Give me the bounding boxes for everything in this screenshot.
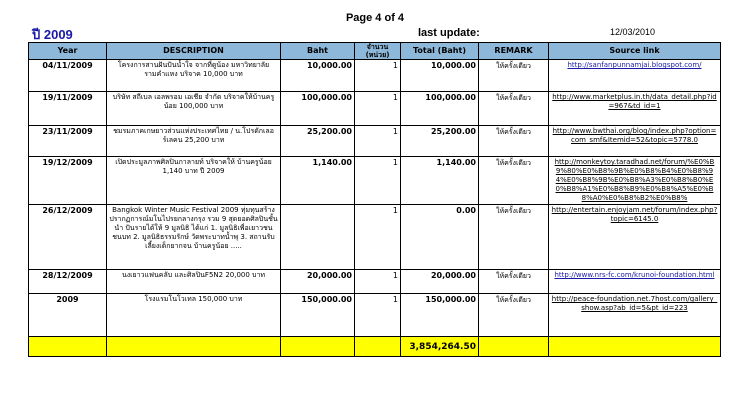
source-link[interactable]: http://sanfanpunnamjai.blogspot.com/ — [549, 60, 721, 92]
year-title: ปี 2009 — [32, 27, 73, 42]
cell-quantity: 1 — [355, 157, 401, 205]
total-cell-empty — [355, 337, 401, 357]
cell-baht: 150,000.00 — [281, 294, 355, 337]
table-header-row — [29, 43, 721, 60]
cell-remark: ให้ครั้งเดียว — [479, 270, 549, 294]
cell-year: 23/11/2009 — [29, 126, 107, 157]
grand-total-row — [29, 337, 721, 357]
col-header-baht: Baht — [281, 43, 355, 60]
cell-description: เปิดประมูลภาพศิลปินกาลายท์ บริจาคให้ บ้านครูน้อย 1,140 บาท ปี 2009 — [107, 157, 281, 205]
cell-baht: 1,140.00 — [281, 157, 355, 205]
table-row — [29, 294, 721, 337]
cell-description: โรงแรมโนโวเทล 150,000 บาท — [107, 294, 281, 337]
cell-baht: 100,000.00 — [281, 92, 355, 126]
cell-remark: ให้ครั้งเดียว — [479, 205, 549, 270]
source-link[interactable]: http://www.bwthai.org/blog/index.php?option=com_smf&Itemid=52&topic=5778.0 — [549, 126, 721, 157]
cell-year: 28/12/2009 — [29, 270, 107, 294]
cell-total: 1,140.00 — [401, 157, 479, 205]
table-row — [29, 270, 721, 294]
table-row — [29, 60, 721, 92]
col-header-year: Year — [29, 43, 107, 60]
table-row — [29, 92, 721, 126]
cell-description: โครงการสานฝันปันน้ำใจ จากที่ดูน้อง มหาวิทยาลัยรามคำแหง บริจาค 10,000 บาท — [107, 60, 281, 92]
cell-quantity: 1 — [355, 294, 401, 337]
cell-baht: 25,200.00 — [281, 126, 355, 157]
total-cell-empty — [281, 337, 355, 357]
table-row — [29, 205, 721, 270]
cell-total: 0.00 — [401, 205, 479, 270]
cell-quantity: 1 — [355, 205, 401, 270]
col-header-quantity: จำนวน (หน่วย) — [355, 43, 401, 60]
cell-remark: ให้ครั้งเดียว — [479, 157, 549, 205]
cell-year: 04/11/2009 — [29, 60, 107, 92]
cell-total: 100,000.00 — [401, 92, 479, 126]
last-update-label: last update: — [418, 27, 480, 39]
last-update-date: 12/03/2010 — [610, 27, 656, 37]
cell-quantity: 1 — [355, 60, 401, 92]
cell-total: 20,000.00 — [401, 270, 479, 294]
page-number: Page 4 of 4 — [345, 12, 405, 24]
cell-remark: ให้ครั้งเดียว — [479, 60, 549, 92]
source-link[interactable]: http://www.marketplus.in.th/data_detail.php?id=967&td_id=1 — [549, 92, 721, 126]
cell-year: 19/12/2009 — [29, 157, 107, 205]
source-link[interactable]: http://peace-foundation.net.7host.com/gallery_show.asp?ab_id=5&pt_id=223 — [549, 294, 721, 337]
cell-quantity: 1 — [355, 126, 401, 157]
col-header-total: Total (Baht) — [401, 43, 479, 60]
cell-quantity: 1 — [355, 270, 401, 294]
grand-total-value: 3,854,264.50 — [401, 337, 479, 357]
total-cell-empty — [549, 337, 721, 357]
table-row — [29, 157, 721, 205]
cell-baht — [281, 205, 355, 270]
cell-total: 25,200.00 — [401, 126, 479, 157]
total-cell-empty — [107, 337, 281, 357]
table-row — [29, 126, 721, 157]
cell-baht: 20,000.00 — [281, 270, 355, 294]
cell-year: 26/12/2009 — [29, 205, 107, 270]
donations-table — [28, 42, 721, 357]
total-cell-empty — [29, 337, 107, 357]
cell-remark: ให้ครั้งเดียว — [479, 126, 549, 157]
cell-quantity: 1 — [355, 92, 401, 126]
cell-remark: ให้ครั้งเดียว — [479, 294, 549, 337]
source-link[interactable]: http://entertain.enjoyjam.net/forum/index.php?topic=6145.0 — [549, 205, 721, 270]
col-header-source-link: Source link — [549, 43, 721, 60]
cell-remark: ให้ครั้งเดียว — [479, 92, 549, 126]
cell-baht: 10,000.00 — [281, 60, 355, 92]
total-cell-empty — [479, 337, 549, 357]
cell-year: 19/11/2009 — [29, 92, 107, 126]
cell-description: บริษัท สถีเบล เอลพรอม เอเชีย จำกัด บริจาคให้บ้านครูน้อย 100,000 บาท — [107, 92, 281, 126]
col-header-remark: REMARK — [479, 43, 549, 60]
cell-total: 150,000.00 — [401, 294, 479, 337]
col-header-description: DESCRIPTION — [107, 43, 281, 60]
source-link[interactable]: http://monkeytoy.taradhad.net/forum/%E0%B9%80%E0%B8%9B%E0%B8%B4%E0%B8%94%E0%B8%9B%E0%B8%A3%E0%B8%B0%E0%B8%A1%E0%B8%B9%E0%B8%A5%E0%B8%A0%E0%B8%B2%E0%B8% — [549, 157, 721, 205]
cell-description: นงเยาวแฟนคลับ และศิลปินF5N2 20,000 บาท — [107, 270, 281, 294]
cell-year: 2009 — [29, 294, 107, 337]
cell-description: ชมรมภาคเกษยาวส่วนแห่งประเทศไทย / น.โปรดักเลอร์เลคน 25,200 บาท — [107, 126, 281, 157]
cell-total: 10,000.00 — [401, 60, 479, 92]
source-link[interactable]: http://www.nrs-fc.com/krunoi-foundation.html — [549, 270, 721, 294]
cell-description: Bangkok Winter Music Festival 2009 ทุ่มทุนสร้างปรากฏการณ์มโนไปรยกลางกรุง รวม 9 สุดยอดศิลปินชั้นนำ ปันรายได้ให้ 9 มูลนิธิ ได้แก่ 1. มูลนิธิเพื่อเยาวชนชนบท 2. มูลนิธิธรรมรักษ์ วัดพระบาทน้ำพุ 3. สถานรับเลี้ยงเด็กยากจน บ้านครูน้อย ..... — [107, 205, 281, 270]
